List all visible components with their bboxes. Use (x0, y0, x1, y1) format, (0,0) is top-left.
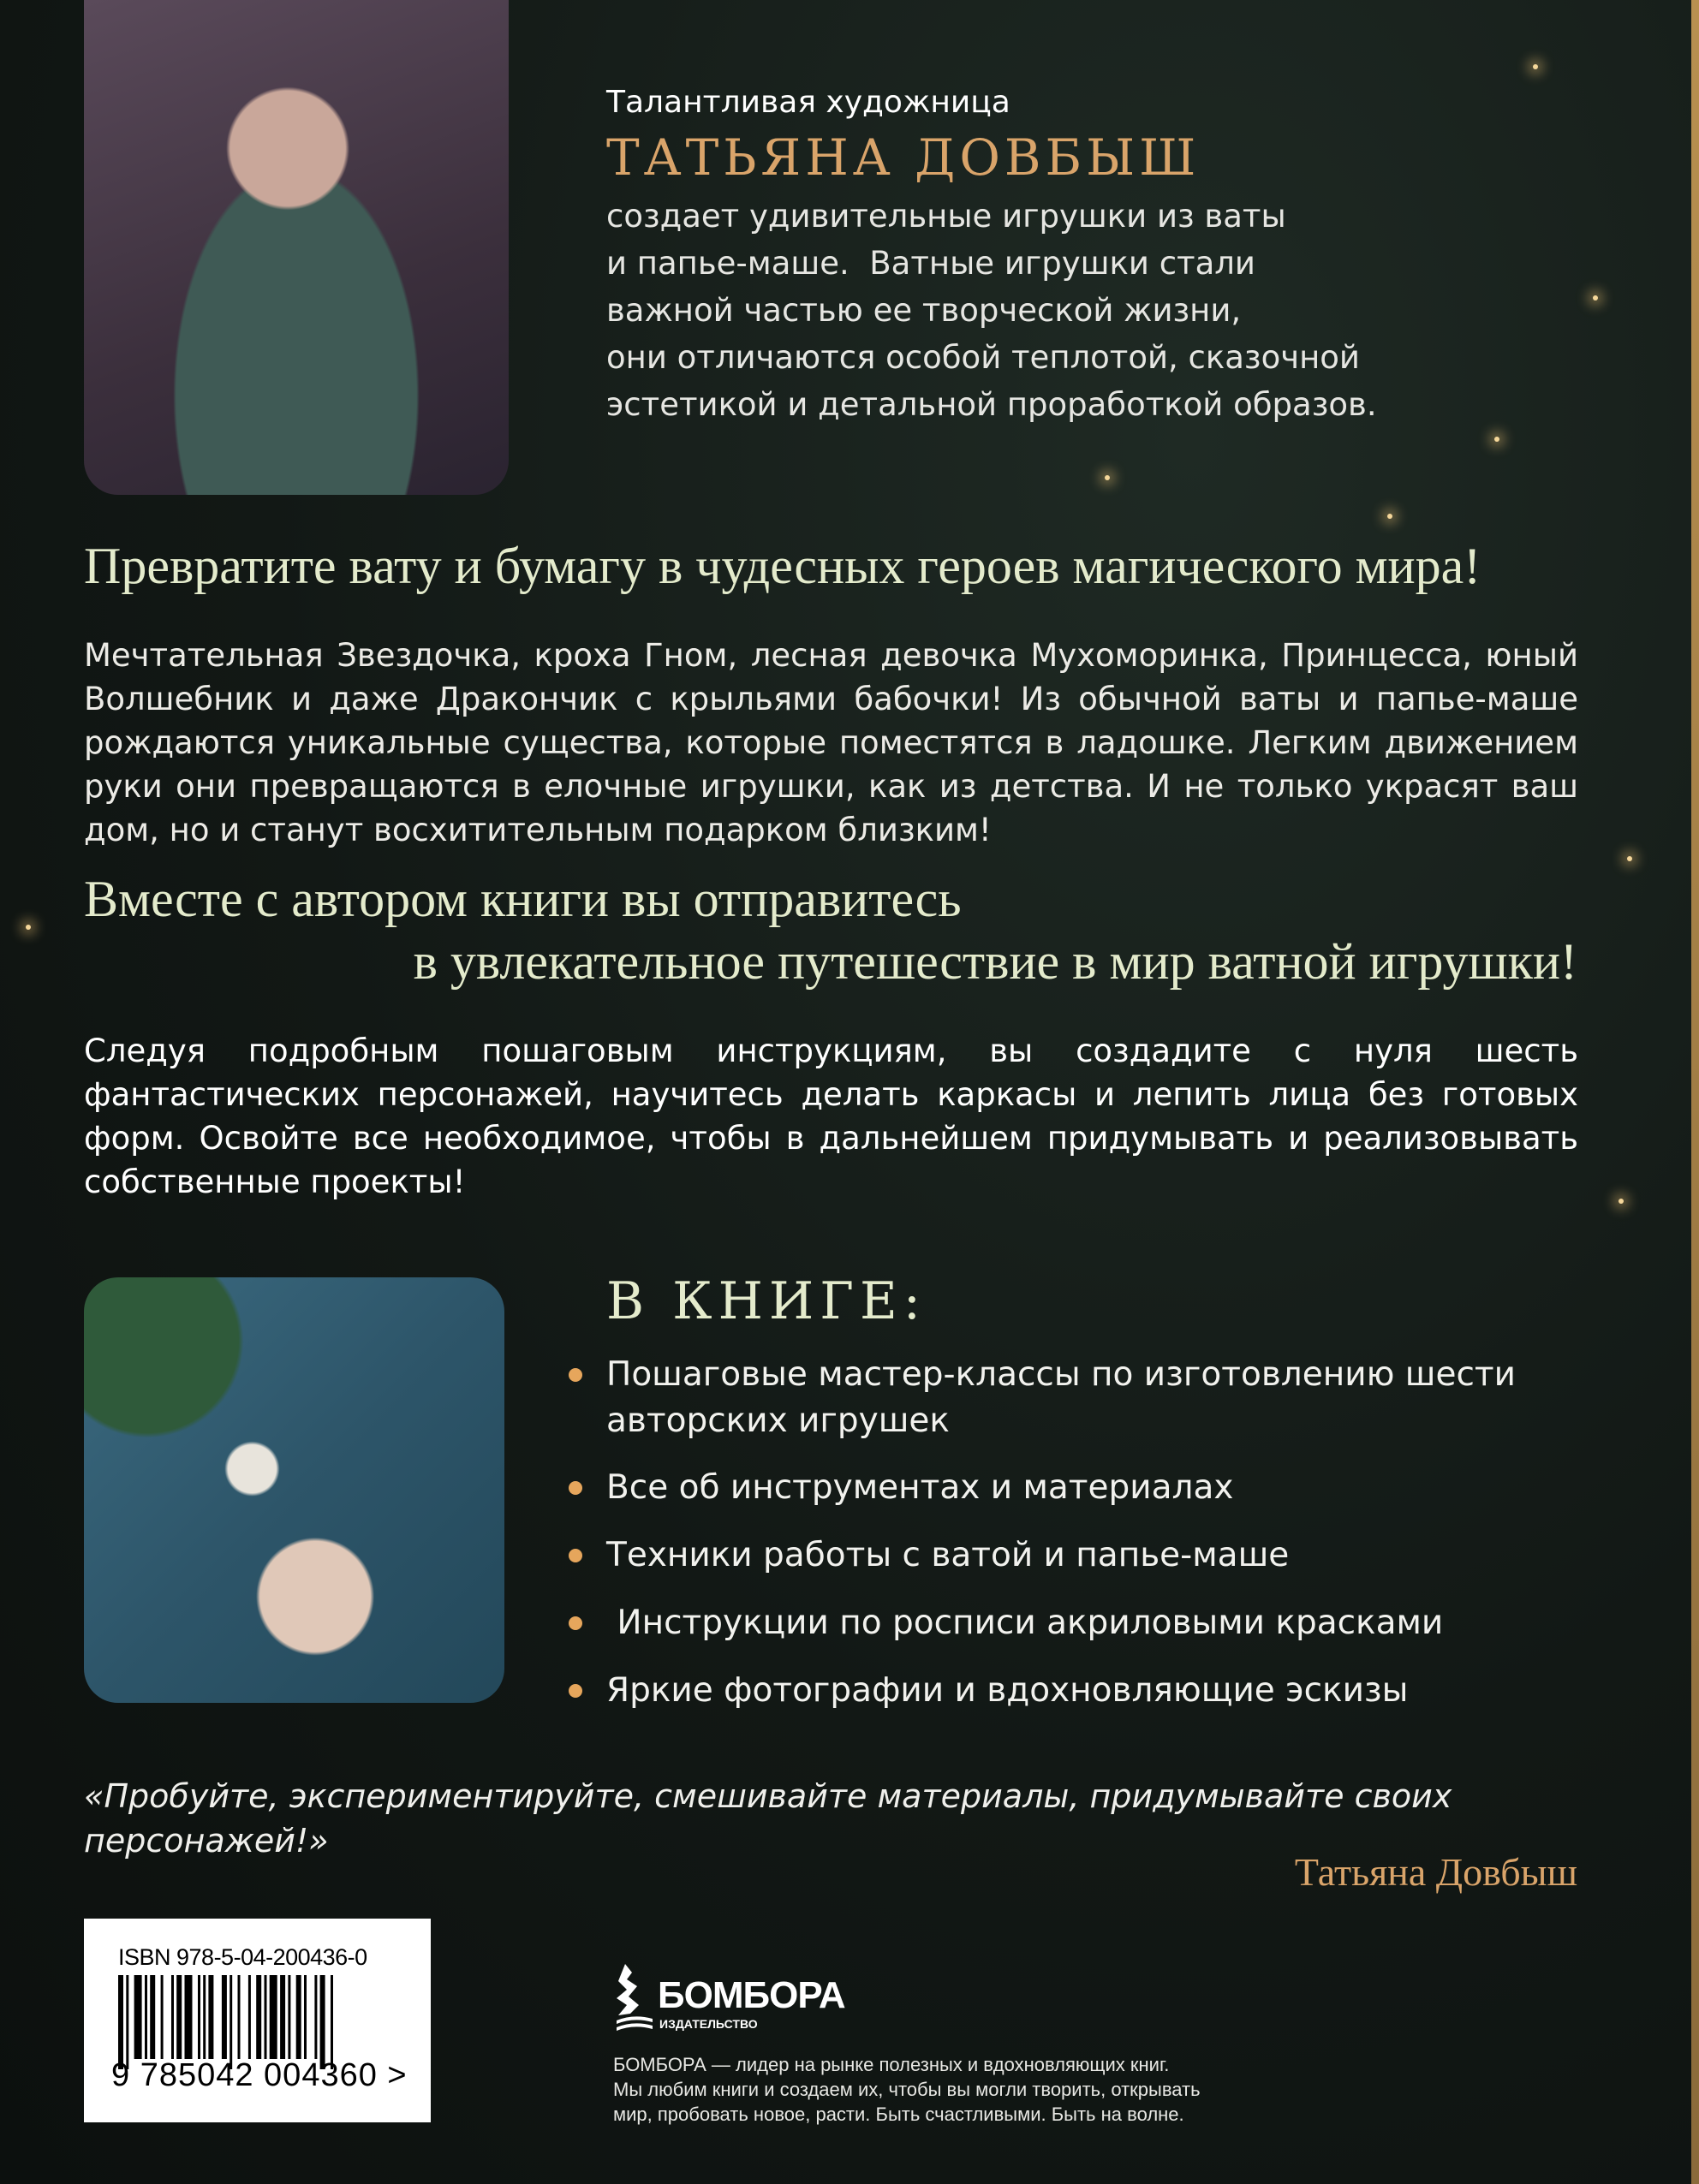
bio-line: эстетикой и детальной проработкой образов. (606, 386, 1377, 423)
instructions-paragraph: Следуя подробным пошаговым инструкциям, вы создадите с нуля шесть фантастических персонажей, научитесь делать каркасы и лепить лица без готовых форм. Освойте все необходимое, чтобы в дальнейшем придумывать и реализовывать собственные проекты! (84, 1032, 1578, 1200)
bullet-icon (569, 1368, 582, 1382)
sparkle (1494, 437, 1499, 442)
barcode-bar (256, 1975, 261, 2059)
barcode-bar (208, 1975, 213, 2059)
bio-line: они отличаются особой теплотой, сказочной (606, 339, 1360, 376)
barcode-box (84, 1919, 431, 2122)
item-text: Инструкции по росписи акриловыми красками (606, 1604, 1444, 1642)
item-text: Яркие фотографии и вдохновляющие эскизы (606, 1671, 1409, 1710)
barcode-bar (230, 1975, 232, 2069)
sparkle (1593, 295, 1598, 301)
barcode-bar (185, 1975, 193, 2059)
quote-author: Татьяна Довбыш (1294, 1850, 1577, 1894)
publisher-line: Мы любим книги и создаем их, чтобы вы могли творить, открывать (613, 2079, 1201, 2100)
barcode-icon (118, 1975, 375, 2069)
in-book-item (569, 1352, 1579, 1444)
bullet-icon (569, 1684, 582, 1698)
barcode-bar (265, 1975, 267, 2059)
bio-line: создает удивительные игрушки из ваты (606, 198, 1286, 235)
bullet-icon (569, 1481, 582, 1495)
barcode-bar (304, 1975, 307, 2059)
heading-journey-line2: в увлекательное путешествие в мир ватной игрушки! (413, 933, 1577, 990)
in-book-item (569, 1600, 1579, 1646)
in-book-item (569, 1668, 1579, 1714)
barcode-bar (296, 1975, 301, 2059)
barcode-bar (238, 1975, 241, 2059)
ean-text: 9 785042 004360 > (111, 2057, 408, 2093)
barcode-bar (314, 1975, 317, 2059)
item-text: Техники работы с ватой и папье-маше (606, 1536, 1290, 1574)
publisher-logo (613, 1962, 844, 2039)
barcode-bar (331, 1975, 333, 2069)
heading-journey-line1: Вместе с автором книги вы отправитесь (84, 871, 962, 927)
author-quote: «Пробуйте, экспериментируйте, смешивайте материалы, придумывайте своих персонажей!» (84, 1777, 1452, 1860)
intro-lead: Талантливая художница (606, 85, 1010, 120)
publisher-line: мир, пробовать новое, расти. Быть счастливыми. Быть на волне. (613, 2104, 1184, 2125)
barcode-bar (150, 1975, 155, 2059)
sparkle (1387, 514, 1392, 519)
barcode-bar (198, 1975, 200, 2059)
barcode-bar (270, 1975, 277, 2059)
heading-transform: Превратите вату и бумагу в чудесных героев магического мира! (84, 538, 1481, 594)
in-book-title: В КНИГЕ: (606, 1271, 927, 1331)
bullet-icon (569, 1616, 582, 1630)
barcode-bar (161, 1975, 164, 2059)
in-book-item (569, 1532, 1579, 1579)
barcode-bar (248, 1975, 251, 2059)
isbn-text: ISBN 978-5-04-200436-0 (118, 1944, 367, 1970)
barcode-bar (203, 1975, 206, 2059)
sparkle (1533, 64, 1538, 69)
publisher-name: БОМБОРА (658, 1974, 845, 2016)
author-photo (84, 0, 509, 495)
sparkle (1619, 1199, 1624, 1204)
in-book-item (569, 1465, 1579, 1511)
barcode-bar (118, 1975, 123, 2069)
barcode-bar (171, 1975, 174, 2059)
author-bio (606, 193, 1377, 428)
item-text: Все об инструментах и материалах (606, 1468, 1234, 1507)
barcode-bar (126, 1975, 128, 2069)
barcode-bar (280, 1975, 285, 2059)
spine-edge (1691, 0, 1699, 2184)
barcode-bar (222, 1975, 227, 2059)
description-paragraph: Мечтательная Звездочка, кроха Гном, лесная девочка Мухоморинка, Принцесса, юный Волшебник и даже Дракончик с крыльями бабочки! Из обычной ваты и папье-маше рождаются уникальные существа, которые поместятся в ладошке. Легким движением руки они превращаются в елочные игрушки, как из детства. И не только украсят ваш дом, но и станут восхитительным подарком близким! (84, 637, 1578, 848)
bio-line: и папье-маше. Ватные игрушки стали (606, 245, 1255, 282)
item-text: Пошаговые мастер-классы по изготовлению шести авторских игрушек (606, 1355, 1516, 1440)
barcode-bar (320, 1975, 325, 2069)
bullet-icon (569, 1549, 582, 1562)
barcode-bar (134, 1975, 142, 2059)
sparkle (1105, 475, 1110, 480)
author-name: ТАТЬЯНА ДОВБЫШ (606, 128, 1201, 187)
publisher-description (613, 2052, 1201, 2127)
sparkle (1627, 856, 1632, 861)
barcode-bar (145, 1975, 147, 2059)
publisher-line: БОМБОРА — лидер на рынке полезных и вдохновляющих книг. (613, 2054, 1170, 2075)
publisher-subtitle: ИЗДАТЕЛЬСТВО (659, 2017, 758, 2031)
bio-line: важной частью ее творческой жизни, (606, 292, 1242, 329)
barcode-bar (288, 1975, 290, 2059)
sparkle (26, 925, 31, 930)
bombora-figure-icon (613, 1964, 654, 2036)
barcode-bar (176, 1975, 182, 2059)
workshop-photo (84, 1277, 504, 1703)
